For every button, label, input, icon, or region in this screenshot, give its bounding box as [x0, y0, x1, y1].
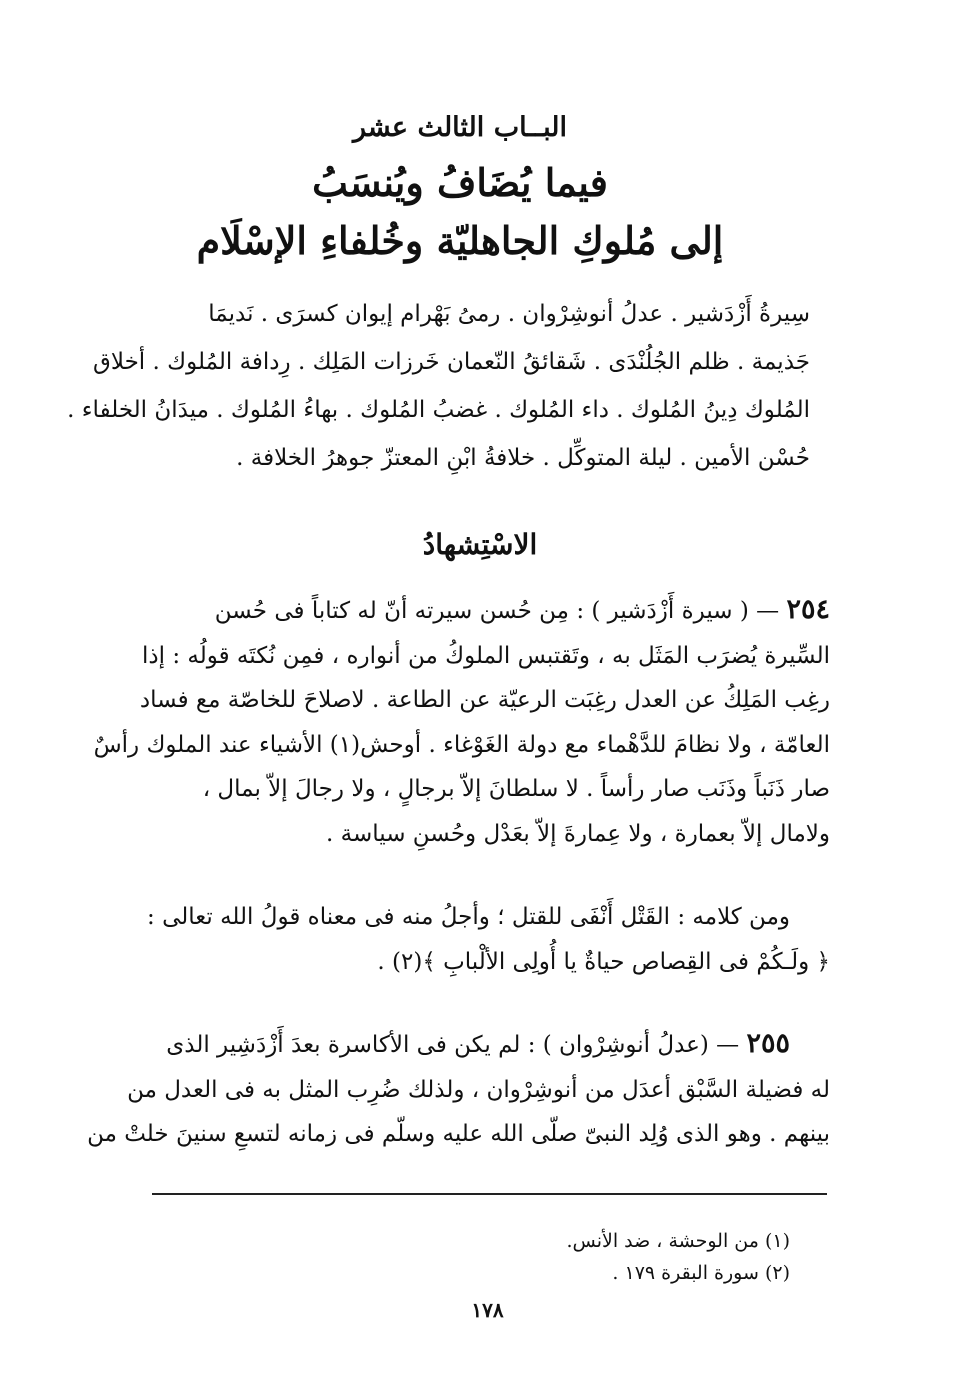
footnote-divider [152, 1193, 827, 1195]
entry-first-line [150, 588, 830, 634]
entry-first-line [150, 1022, 830, 1068]
entry-line: بينهم . وهو الذى وُلِد النبىّ صلّى الله عليه وسلّم فى زمانه لتسعِ سنينَ خلتْ من [87, 1121, 830, 1147]
entry-number: ٢٥٥ [746, 1028, 790, 1059]
section-heading: الاسْتِشهادُ [422, 528, 538, 561]
entry-line: السِّيرة يُضرَب المَثَل به ، وتَقتبس الملوكُ من أنواره ، فمِن نُكتَه قولُه : إذا [142, 642, 830, 669]
entry-line: له فضيلة السَّبْق أعدَل من أنوشِرْوان ، ولذلك ضُرِب المثل به فى العدل من [127, 1076, 830, 1103]
entry-line: ومن كلامه : القَتْل أَنْفَى للقتل ؛ وأجلُ منه فى معناه قولُ الله تعالى : [147, 904, 790, 930]
summary-line: حُسْن الأمين . ليلة المتوكِّل . خلافةُ ابْنِ المعتزّ جوهرُ الخلافة . [236, 445, 810, 471]
chapter-title-line-1: فيما يُضَافُ ويُنسَبُ [312, 160, 608, 205]
entry-line: العامّة ، ولا نظامَ للدَّهْماء مع دولة الغَوْغاء . أوحش(١) الأشياء عند الملوك رأسٌ [93, 731, 830, 758]
entry-text: — (عدلُ أنوشِرْوان ) : لم يكن فى الأكاسرة بعدَ أَزْدَشِير الذى [166, 1032, 740, 1058]
quran-quote-line: ﴿ ولَـكُمْ فى القِصاص حياةٌ يا أُولِى الألْبابِ ﴾(٢) . [377, 948, 830, 975]
summary-line: جَذيمة . ظلم الجُلُنْدَى . شَقائقُ النّعمان خَرزات المَلِك . رِدافة المُلوك . أخلاق [93, 349, 810, 375]
entry-255 [87, 1022, 830, 1157]
chapter-title-line-2: إلى مُلوكِ الجاهليّة وخُلفاءِ الإسْلَام [196, 218, 724, 263]
page-number: ١٧٨ [471, 1298, 504, 1322]
footnote: (٢) سورة البقرة ١٧٩ . [612, 1262, 790, 1284]
entry-line: رغِب المَلِكُ عن العدل رغِبَت الرعيّة عن الطاعة . لاصلاحَ للخاصّة مع فساد [139, 687, 830, 713]
chapter-label: البــاب الثالث عشر [352, 112, 568, 143]
chapter-summary [67, 290, 810, 482]
summary-line: سِيرةُ أَزْدَشير . عدلُ أنوشِرْوان . رمىُ بَهْرام إيوان كسرَى . نَديمَا [208, 301, 810, 327]
entry-line: صار ذَنَباً وذَنَب صار رأساً . لا سلطانَ إلاّ برجالٍ ، ولا رجالَ إلاّ بمال ، [202, 776, 830, 802]
entry-254 [93, 588, 830, 856]
entry-text: — ( سيرة أَزْدَشير ) : مِن حُسن سيرته أنّ له كتاباً فى حُسن [214, 598, 780, 624]
entry-254-continuation [147, 895, 830, 984]
entry-line: ولامال إلاّ بعمارة ، ولا عِمارةَ إلاّ بعَدْل وحُسنِ سياسة . [326, 820, 830, 847]
footnotes [470, 1225, 790, 1289]
footnote: (١) من الوحشة ، ضد الأنس. [566, 1230, 790, 1252]
summary-line: المُلوك دِينُ المُلوك . داء المُلوك . غضبُ المُلوك . بهاءُ المُلوك . ميدَانُ الخلفاء . [67, 397, 810, 423]
entry-number: ٢٥٤ [786, 594, 830, 625]
